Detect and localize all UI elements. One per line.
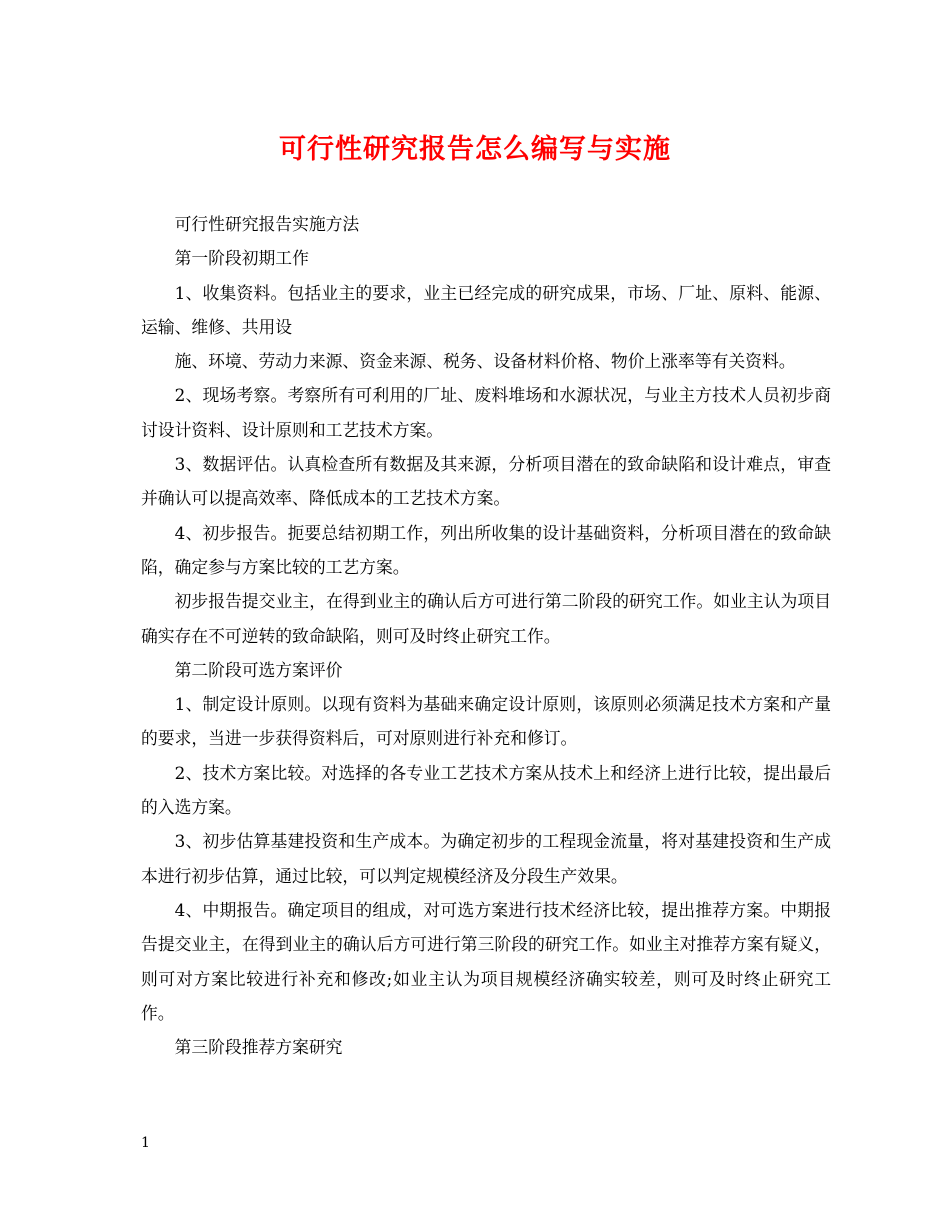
paragraph: 施、环境、劳动力来源、资金来源、税务、设备材料价格、物价上涨率等有关资料。 — [174, 351, 796, 372]
paragraph: 可行性研究报告实施方法 — [174, 214, 360, 234]
paragraph: 4、中期报告。确定项目的组成，对可选方案进行技术经济比较，提出推荐方案。中期报告提交业主，在得到业主的确认后方可进行第三阶段的研究工作。如业主对推荐方案有疑义，则可对方案比较进行补充和修改;如业主认为项目规模经济确实较差，则可及时终止研究工作。 — [141, 899, 831, 1023]
paragraph: 3、数据评估。认真检查所有数据及其来源，分析项目潜在的致命缺陷和设计难点，审查并确认可以提高效率、降低成本的工艺技术方案。 — [141, 454, 831, 509]
paragraph: 3、初步估算基建投资和生产成本。为确定初步的工程现金流量，将对基建投资和生产成本进行初步估算，通过比较，可以判定规模经济及分段生产效果。 — [141, 831, 831, 886]
paragraph: 第三阶段推荐方案研究 — [174, 1037, 343, 1058]
paragraph: 2、现场考察。考察所有可利用的厂址、废料堆场和水源状况，与业主方技术人员初步商讨设计资料、设计原则和工艺技术方案。 — [141, 385, 831, 440]
page-number: 1 — [141, 1135, 150, 1151]
paragraph: 2、技术方案比较。对选择的各专业工艺技术方案从技术上和经济上进行比较，提出最后的入选方案。 — [141, 762, 831, 818]
paragraph: 1、收集资料。包括业主的要求，业主已经完成的研究成果，市场、厂址、原料、能源、运输、维修、共用设 — [141, 282, 831, 337]
paragraph: 初步报告提交业主，在得到业主的确认后方可进行第二阶段的研究工作。如业主认为项目确实存在不可逆转的致命缺陷，则可及时终止研究工作。 — [141, 591, 831, 646]
paragraph: 1、制定设计原则。以现有资料为基础来确定设计原则，该原则必须满足技术方案和产量的要求，当进一步获得资料后，可对原则进行补充和修订。 — [141, 694, 831, 749]
document-body — [141, 207, 831, 1064]
document-title: 可行性研究报告怎么编写与实施 — [279, 134, 671, 165]
paragraph: 第二阶段可选方案评价 — [174, 659, 343, 680]
paragraph: 第一阶段初期工作 — [174, 248, 309, 269]
paragraph: 4、初步报告。扼要总结初期工作，列出所收集的设计基础资料，分析项目潜在的致命缺陷，确定参与方案比较的工艺方案。 — [141, 522, 831, 577]
